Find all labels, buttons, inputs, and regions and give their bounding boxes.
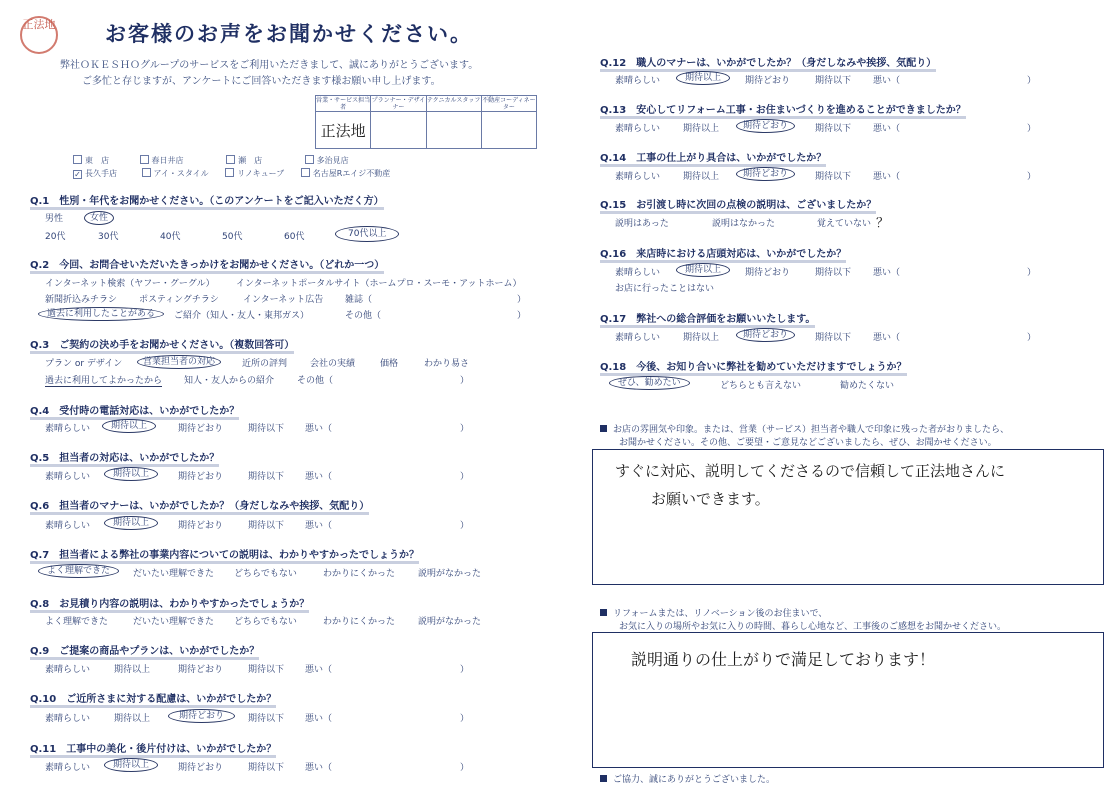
staff-header-sales: 営業・サービス担当者 — [316, 97, 371, 111]
q2-option-magazine[interactable]: 雑誌（ — [345, 295, 373, 305]
staff-value-technical — [427, 112, 481, 148]
q2-option-newspaper-flyer[interactable]: 新聞折込みチラシ — [45, 295, 118, 305]
q16-option-above-expectation[interactable]: 期待以上 — [676, 262, 730, 275]
q11-option-excellent[interactable]: 素晴らしい — [45, 763, 91, 773]
checkbox-icon — [301, 168, 310, 177]
q1-gender-male[interactable]: 男性 — [45, 214, 64, 224]
q8-title: Q.8 お見積り内容の説明は、わかりやすかったでしょうか？ — [30, 595, 309, 610]
q11-bad-close: ） — [460, 763, 470, 773]
q1-age-20s[interactable]: 20代 — [45, 232, 66, 242]
staff-table — [315, 95, 537, 149]
q15-title: Q.15 お引渡し時に次回の点検の説明は、ございましたか？ — [600, 196, 876, 211]
square-bullet-icon — [600, 609, 607, 616]
q13-title: Q.13 安心してリフォーム工事・お住まいづくりを進めることができましたか？ — [600, 101, 966, 116]
q17-option-above-expectation[interactable]: 期待以上 — [683, 333, 720, 343]
staff-header-technical: テクニカルスタッフ — [427, 96, 481, 112]
q12-option-bad[interactable]: 悪い（ — [873, 76, 901, 86]
page-title: お客様のお声をお聞かせください。 — [105, 22, 473, 46]
q17-option-as-expected[interactable]: 期待どおり — [736, 327, 795, 340]
q4-option-below-expectation[interactable]: 期待以下 — [248, 424, 285, 434]
q5-option-below-expectation[interactable]: 期待以下 — [248, 472, 285, 482]
comment2-prompt-line-2: お気に入りの場所やお気に入りの時間、暮らし心地など、工事後のご感想をお聞かせください。 — [619, 622, 1007, 632]
branch-checkbox-nagoya-r[interactable]: 名古屋Rエイジ不動産 — [301, 169, 391, 178]
q6-option-above-expectation[interactable]: 期待以上 — [104, 515, 158, 528]
q11-option-above-expectation[interactable]: 期待以上 — [104, 757, 158, 770]
q14-option-below-expectation[interactable]: 期待以下 — [815, 172, 852, 182]
branch-checkbox-kasugai[interactable]: 春日井店 — [140, 156, 184, 165]
q6-option-bad[interactable]: 悪い（ — [305, 521, 333, 531]
q8-option-neutral[interactable]: どちらでもない — [234, 617, 297, 627]
q2-option-internet-search[interactable]: インターネット検索（ヤフー・グーグル） — [45, 279, 215, 289]
comment1-handwriting-line-1: すぐに対応、説明してくださるので信頼して正法地さんに — [615, 462, 1006, 480]
q3-option-friend-referral[interactable]: 知人・友人からの紹介 — [184, 376, 275, 386]
q4-bad-close: ） — [460, 424, 470, 434]
q9-title: Q.9 ご提案の商品やプランは、いかがでしたか？ — [30, 642, 259, 657]
q3-option-sales-staff[interactable]: 営業担当者の対応 — [137, 354, 221, 367]
comment1-prompt-line-2: お聞かせください。その他、ご要望・ご意見などございましたら、ぜひ、お聞かせください。 — [619, 438, 997, 448]
q11-title: Q.11 工事中の美化・後片付けは、いかがでしたか？ — [30, 740, 276, 755]
q1-age-40s[interactable]: 40代 — [160, 232, 181, 242]
q13-option-above-expectation[interactable]: 期待以上 — [683, 124, 720, 134]
q14-option-as-expected[interactable]: 期待どおり — [736, 166, 795, 179]
q6-option-excellent[interactable]: 素晴らしい — [45, 521, 91, 531]
q17-option-excellent[interactable]: 素晴らしい — [615, 333, 661, 343]
q5-bad-close: ） — [460, 472, 470, 482]
q15-handwritten-question-mark: ？ — [876, 216, 890, 231]
checkbox-icon — [305, 155, 314, 164]
q12-option-below-expectation[interactable]: 期待以下 — [815, 76, 852, 86]
square-bullet-icon — [600, 775, 607, 782]
q11-option-bad[interactable]: 悪い（ — [305, 763, 333, 773]
q3-option-track-record[interactable]: 会社の実績 — [310, 359, 356, 369]
q9-option-as-expected[interactable]: 期待どおり — [178, 665, 224, 675]
q16-bad-close: ） — [1027, 268, 1037, 278]
comment1-handwriting-line-2: お願いできます。 — [651, 490, 770, 508]
q14-title: Q.14 工事の仕上がり具合は、いかがでしたか？ — [600, 149, 826, 164]
checkbox-icon — [225, 168, 234, 177]
q2-title: Q.2 今回、お問合せいただいたきっかけをお聞かせください。（どれか一つ） — [30, 256, 384, 271]
q5-option-as-expected[interactable]: 期待どおり — [178, 472, 224, 482]
q9-option-below-expectation[interactable]: 期待以下 — [248, 665, 285, 675]
checkbox-icon — [73, 155, 82, 164]
comment2-box[interactable] — [592, 632, 1104, 768]
q1-age-50s[interactable]: 50代 — [222, 232, 243, 242]
q6-option-below-expectation[interactable]: 期待以下 — [248, 521, 285, 531]
q1-gender-female[interactable]: 女性 — [84, 210, 114, 223]
q15-option-explained[interactable]: 説明はあった — [615, 219, 669, 229]
q8-option-mostly-understood[interactable]: だいたい理解できた — [133, 617, 215, 627]
intro-line-1: 弊社ＯＫＥＳＨＯグループのサービスをご利用いただきまして、誠にありがとうございます。 — [60, 60, 479, 71]
q11-option-below-expectation[interactable]: 期待以下 — [248, 763, 285, 773]
q10-option-above-expectation[interactable]: 期待以上 — [114, 714, 151, 724]
q17-bad-close: ） — [1027, 333, 1037, 343]
checkbox-icon — [140, 155, 149, 164]
branch-checkbox-nagakute[interactable]: ✓ 長久手店 — [74, 169, 117, 179]
q2-option-posting-flyer[interactable]: ポスティングチラシ — [139, 295, 219, 305]
q12-title: Q.12 職人のマナーは、いかがでしたか？（身だしなみや挨拶、気配り） — [600, 54, 936, 69]
q10-option-below-expectation[interactable]: 期待以下 — [248, 714, 285, 724]
q10-title: Q.10 ご近所さまに対する配慮は、いかがでしたか？ — [30, 690, 276, 705]
q13-bad-close: ） — [1027, 124, 1037, 134]
q18-option-undecided[interactable]: どちらとも言えない — [720, 381, 802, 391]
q1-age-60s[interactable]: 60代 — [284, 232, 305, 242]
branch-checkbox-renocube[interactable]: リノキューブ — [225, 169, 284, 178]
checkbox-icon — [142, 168, 151, 177]
comment2-handwriting: 説明通りの仕上がりで満足しております！ — [631, 650, 936, 669]
staff-value-sales: 正法地 — [320, 122, 366, 140]
q17-title: Q.17 弊社への総合評価をお願いいたします。 — [600, 310, 815, 325]
branch-checkbox-se[interactable]: 瀬 店 — [226, 156, 262, 165]
q10-option-bad[interactable]: 悪い（ — [305, 714, 333, 724]
q16-option-never-visited[interactable]: お店に行ったことはない — [615, 284, 715, 294]
q15-option-not-explained[interactable]: 説明はなかった — [712, 219, 776, 229]
comment2-prompt-line-1: リフォームまたは、リノベーション後のお住まいで、 — [600, 606, 827, 619]
q12-option-above-expectation[interactable]: 期待以上 — [676, 70, 730, 83]
q7-option-mostly-understood[interactable]: だいたい理解できた — [133, 569, 215, 579]
q6-bad-close: ） — [460, 521, 470, 531]
q14-bad-close: ） — [1027, 172, 1037, 182]
q3-option-reputation[interactable]: 近所の評判 — [242, 359, 288, 369]
checkmark-icon: ✓ — [74, 170, 81, 179]
q7-title: Q.7 担当者による弊社の事業内容についての説明は、わかりやすかったでしょうか？ — [30, 546, 419, 561]
q17-option-bad[interactable]: 悪い（ — [873, 333, 901, 343]
branch-checkbox-istyle[interactable]: アイ・スタイル — [142, 169, 209, 178]
q13-option-as-expected[interactable]: 期待どおり — [736, 118, 795, 131]
q16-title: Q.16 来店時における店頭対応は、いかがでしたか？ — [600, 245, 846, 260]
q3-option-other[interactable]: その他（ — [297, 376, 334, 386]
approval-seal: 正法地 — [20, 16, 58, 54]
staff-value-realestate — [482, 112, 536, 148]
q4-option-as-expected[interactable]: 期待どおり — [178, 424, 224, 434]
q13-option-excellent[interactable]: 素晴らしい — [615, 124, 661, 134]
q9-option-above-expectation[interactable]: 期待以上 — [114, 665, 151, 675]
square-bullet-icon — [600, 425, 607, 432]
staff-header-planner: プランナー・デザイナー — [371, 97, 426, 111]
q6-title: Q.6 担当者のマナーは、いかがでしたか？（身だしなみや挨拶、気配り） — [30, 497, 369, 512]
q5-option-bad[interactable]: 悪い（ — [305, 472, 333, 482]
q7-option-understood-well[interactable]: よく理解できた — [38, 563, 119, 576]
q8-option-no-explanation[interactable]: 説明がなかった — [418, 617, 482, 627]
q12-bad-close: ） — [1027, 76, 1037, 86]
q13-option-bad[interactable]: 悪い（ — [873, 124, 901, 134]
branch-row-2 — [73, 168, 390, 179]
q14-option-bad[interactable]: 悪い（ — [873, 172, 901, 182]
q2-option-portal-site[interactable]: インターネットポータルサイト（ホームプロ・スーモ・アットホーム） — [236, 279, 522, 289]
q18-option-definitely-recommend[interactable]: ぜひ、勧めたい — [609, 375, 690, 388]
q5-title: Q.5 担当者の対応は、いかがでしたか？ — [30, 449, 219, 464]
branch-checkbox-tajimi[interactable]: 多治見店 — [305, 156, 349, 165]
q9-option-bad[interactable]: 悪い（ — [305, 665, 333, 675]
q7-option-hard-to-understand[interactable]: わかりにくかった — [323, 569, 396, 579]
q9-bad-close: ） — [460, 665, 470, 675]
q2-option-internet-ad[interactable]: インターネット広告 — [243, 295, 324, 305]
q1-age-30s[interactable]: 30代 — [98, 232, 119, 242]
q14-option-above-expectation[interactable]: 期待以上 — [683, 172, 720, 182]
q17-option-below-expectation[interactable]: 期待以下 — [815, 333, 852, 343]
q3-option-clarity[interactable]: わかり易さ — [424, 359, 470, 369]
q12-option-excellent[interactable]: 素晴らしい — [615, 76, 661, 86]
q2-option-past-use[interactable]: 過去に利用したことがある — [38, 306, 164, 319]
q2-option-referral[interactable]: ご紹介（知人・友人・東邦ガス） — [174, 311, 310, 321]
q13-option-below-expectation[interactable]: 期待以下 — [815, 124, 852, 134]
q10-option-as-expected[interactable]: 期待どおり — [168, 708, 235, 721]
q4-title: Q.4 受付時の電話対応は、いかがでしたか？ — [30, 402, 239, 417]
q5-option-above-expectation[interactable]: 期待以上 — [104, 466, 158, 479]
q3-option-plan-design[interactable]: プラン or デザイン — [45, 359, 123, 369]
comment1-prompt-line-1: お店の雰囲気や印象。または、営業（サービス）担当者や職人で印象に残った者がおりましたら、 — [600, 422, 1009, 435]
q5-option-excellent[interactable]: 素晴らしい — [45, 472, 91, 482]
q4-option-excellent[interactable]: 素晴らしい — [45, 424, 91, 434]
q14-option-excellent[interactable]: 素晴らしい — [615, 172, 661, 182]
staff-value-planner — [371, 112, 425, 148]
q8-option-understood-well[interactable]: よく理解できた — [45, 617, 109, 627]
q10-option-excellent[interactable]: 素晴らしい — [45, 714, 91, 724]
q2-option-other[interactable]: その他（ — [345, 311, 382, 321]
comment1-box[interactable] — [592, 449, 1104, 585]
thanks-note: ご協力、誠にありがとうございました。 — [600, 772, 775, 785]
q16-option-excellent[interactable]: 素晴らしい — [615, 268, 661, 278]
q3-option-past-good[interactable]: 過去に利用してよかったから — [45, 376, 163, 386]
branch-checkbox-higashi[interactable]: 東 店 — [73, 156, 109, 165]
q7-option-no-explanation[interactable]: 説明がなかった — [418, 569, 482, 579]
q4-option-bad[interactable]: 悪い（ — [305, 424, 333, 434]
q15-option-dont-remember[interactable]: 覚えていない — [817, 219, 872, 229]
q9-option-excellent[interactable]: 素晴らしい — [45, 665, 91, 675]
intro-line-2: ご多忙と存じますが、アンケートにご回答いただきます様お願い申し上げます。 — [82, 76, 441, 87]
checkbox-icon — [226, 155, 235, 164]
q18-title: Q.18 今後、お知り合いに弊社を勧めていただけますでしょうか？ — [600, 358, 907, 373]
q10-bad-close: ） — [460, 714, 470, 724]
q6-option-as-expected[interactable]: 期待どおり — [178, 521, 224, 531]
q8-option-hard-to-understand[interactable]: わかりにくかった — [323, 617, 396, 627]
q18-option-not-recommend[interactable]: 勧めたくない — [840, 381, 895, 391]
q2-magazine-close: ） — [517, 295, 527, 305]
q2-other-close: ） — [517, 311, 527, 321]
q12-option-as-expected[interactable]: 期待どおり — [745, 76, 791, 86]
q16-option-as-expected[interactable]: 期待どおり — [745, 268, 791, 278]
q7-option-neutral[interactable]: どちらでもない — [234, 569, 297, 579]
q1-age-70s-plus[interactable]: 70代以上 — [335, 226, 399, 239]
q4-option-above-expectation[interactable]: 期待以上 — [102, 418, 156, 431]
q3-other-close: ） — [460, 376, 470, 386]
q11-option-as-expected[interactable]: 期待どおり — [178, 763, 224, 773]
q1-title: Q.1 性別・年代をお聞かせください。（このアンケートをご記入いただく方） — [30, 192, 384, 207]
q3-title: Q.3 ご契約の決め手をお聞かせください。（複数回答可） — [30, 336, 294, 351]
staff-header-realestate: 不動産コーディネーター — [482, 97, 536, 111]
branch-row-1 — [73, 155, 349, 166]
q16-option-bad[interactable]: 悪い（ — [873, 268, 901, 278]
q16-option-below-expectation[interactable]: 期待以下 — [815, 268, 852, 278]
q3-option-price[interactable]: 価格 — [380, 359, 399, 369]
